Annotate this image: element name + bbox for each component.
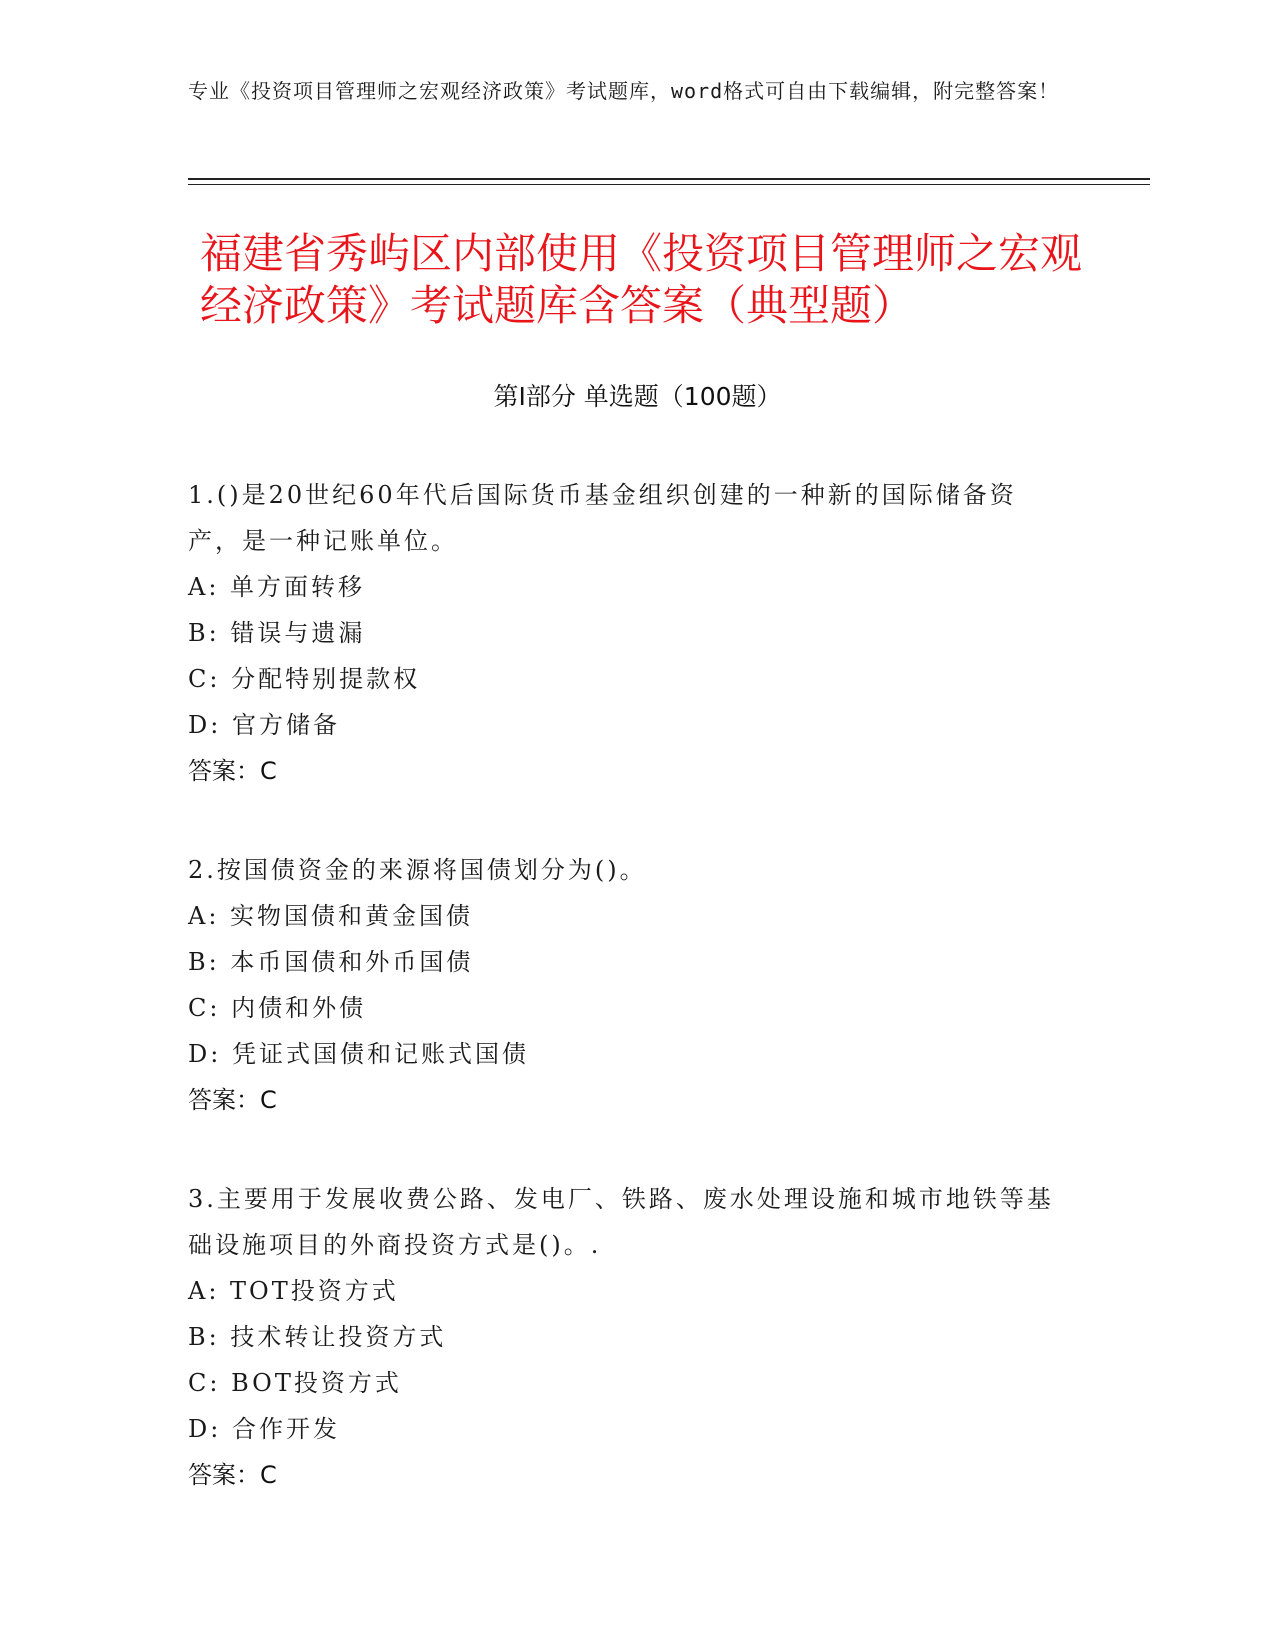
header-note: 专业《投资项目管理师之宏观经济政策》考试题库，word格式可自由下载编辑，附完整答案！ (188, 79, 1060, 103)
section-title: 第I部分 单选题（100题） (493, 382, 782, 411)
question-2 (188, 847, 1068, 1123)
question-3 (188, 1176, 1068, 1498)
document-title: 福建省秀屿区内部使用《投资项目管理师之宏观经济政策》考试题库含答案（典型题） (200, 229, 1083, 330)
question-list (188, 472, 1068, 1551)
answer-line: 答案：C (188, 1086, 277, 1114)
answer-line: 答案：C (188, 757, 277, 785)
option-c: C: BOT投资方式 (188, 1369, 402, 1397)
answer-line: 答案：C (188, 1461, 277, 1489)
question-stem: 2.按国债资金的来源将国债划分为()。 (188, 856, 647, 884)
header-divider-thick (188, 178, 1150, 180)
option-a: A: TOT投资方式 (188, 1277, 399, 1305)
option-d: D: 凭证式国债和记账式国债 (188, 1040, 529, 1068)
option-b: B: 错误与遗漏 (188, 619, 366, 647)
option-b: B: 技术转让投资方式 (188, 1323, 447, 1351)
question-stem: 1.()是20世纪60年代后国际货币基金组织创建的一种新的国际储备资产，是一种记账单位。 (188, 481, 1017, 555)
question-1 (188, 472, 1068, 794)
header-divider-thin (188, 184, 1150, 185)
option-c: C: 内债和外债 (188, 994, 367, 1022)
option-a: A: 实物国债和黄金国债 (188, 902, 474, 930)
option-b: B: 本币国债和外币国债 (188, 948, 474, 976)
option-a: A: 单方面转移 (188, 573, 366, 601)
option-d: D: 官方储备 (188, 711, 340, 739)
option-d: D: 合作开发 (188, 1415, 340, 1443)
question-stem: 3.主要用于发展收费公路、发电厂、铁路、废水处理设施和城市地铁等基础设施项目的外商投资方式是()。. (188, 1185, 1054, 1259)
option-c: C: 分配特别提款权 (188, 665, 421, 693)
